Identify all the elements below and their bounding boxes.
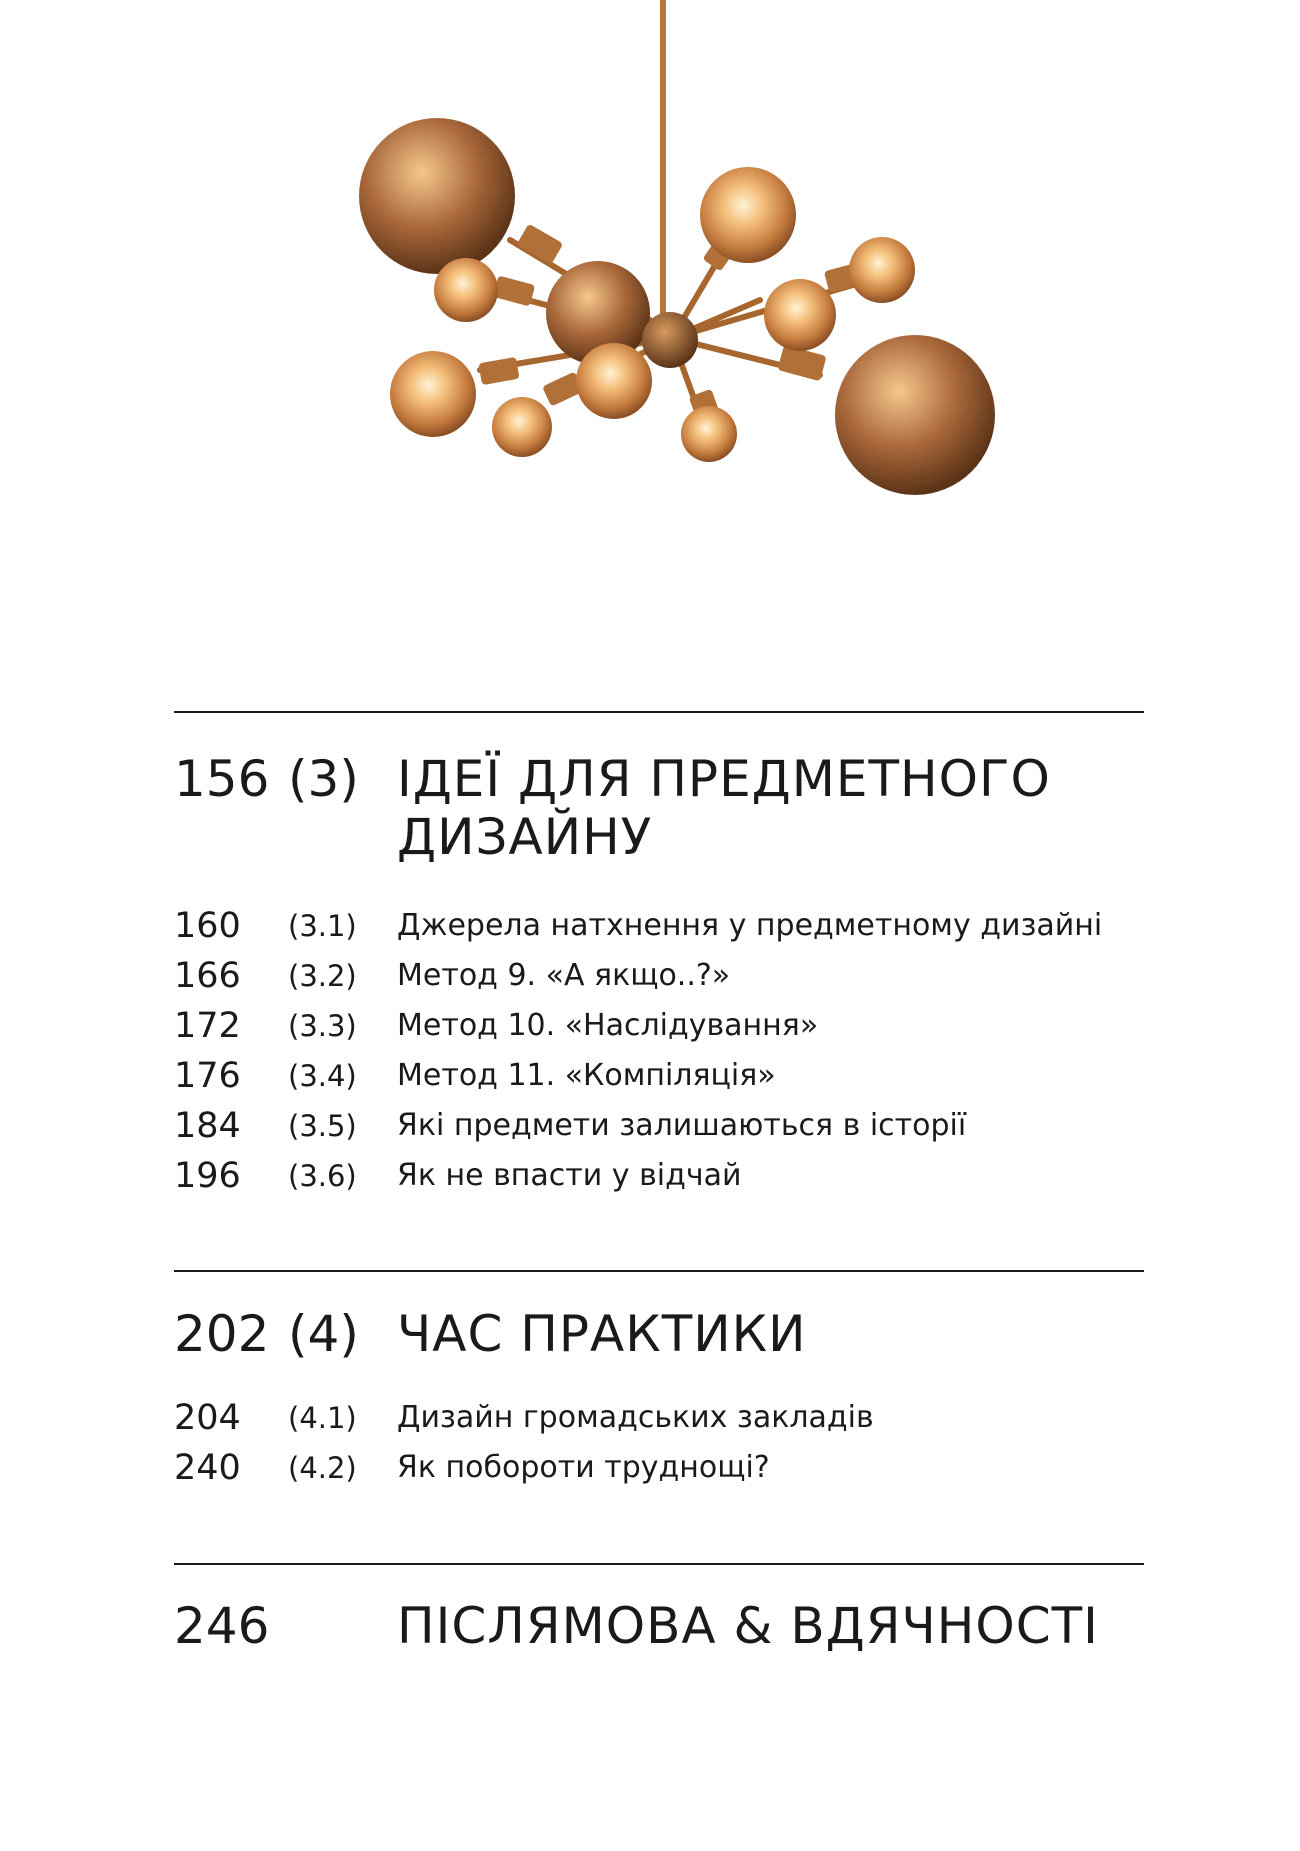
entry-title: Метод 9. «А якщо..?»: [397, 958, 731, 993]
entry-number: (3.4): [288, 1059, 357, 1093]
entry-number: (3.6): [288, 1159, 357, 1193]
chapter-number: (4): [288, 1305, 359, 1363]
entry-title: Метод 10. «Наслідування»: [397, 1008, 819, 1043]
entry-title: Як побороти труднощі?: [397, 1450, 770, 1485]
entry-title: Джерела натхнення у предметному дизайні: [397, 908, 1103, 943]
entry-number: (4.2): [288, 1451, 357, 1485]
entry-number: (3.2): [288, 959, 357, 993]
entry-page-number: 240: [174, 1448, 241, 1488]
section-divider: [174, 1563, 1144, 1565]
chapter-page-number[interactable]: 246: [174, 1597, 270, 1655]
entry-page-number: 196: [174, 1156, 241, 1196]
toc-entry[interactable]: [0, 1056, 1300, 1106]
toc-entry[interactable]: [0, 1448, 1300, 1498]
chapter-number: (3): [288, 750, 359, 808]
toc-entry[interactable]: [0, 1156, 1300, 1206]
entry-number: (3.1): [288, 909, 357, 943]
entry-number: (3.3): [288, 1009, 357, 1043]
chapter-page-number[interactable]: 156: [174, 750, 270, 808]
toc-entry[interactable]: [0, 1106, 1300, 1156]
toc-entry[interactable]: [0, 906, 1300, 956]
entry-title: Дизайн громадських закладів: [397, 1400, 874, 1435]
entry-page-number: 166: [174, 956, 241, 996]
toc-entry[interactable]: [0, 1398, 1300, 1448]
chapter-title[interactable]: ЧАС ПРАКТИКИ: [397, 1305, 807, 1363]
toc-entry[interactable]: [0, 1006, 1300, 1056]
entry-title: Як не впасти у відчай: [397, 1158, 742, 1193]
chapter-title[interactable]: ІДЕЇ ДЛЯ ПРЕДМЕТНОГО ДИЗАЙНУ: [397, 750, 1051, 866]
entry-page-number: 176: [174, 1056, 241, 1096]
section-divider: [174, 1270, 1144, 1272]
chapter-page-number[interactable]: 202: [174, 1305, 270, 1363]
entry-title: Які предмети залишаються в історії: [397, 1108, 967, 1143]
entry-number: (4.1): [288, 1401, 357, 1435]
section-divider: [174, 711, 1144, 713]
entry-number: (3.5): [288, 1109, 357, 1143]
entry-page-number: 184: [174, 1106, 241, 1146]
chapter-title[interactable]: ПІСЛЯМОВА & ВДЯЧНОСТІ: [397, 1597, 1099, 1655]
entry-page-number: 160: [174, 906, 241, 946]
toc-entry[interactable]: [0, 956, 1300, 1006]
entry-page-number: 172: [174, 1006, 241, 1046]
entry-title: Метод 11. «Компіляція»: [397, 1058, 776, 1093]
entry-page-number: 204: [174, 1398, 241, 1438]
